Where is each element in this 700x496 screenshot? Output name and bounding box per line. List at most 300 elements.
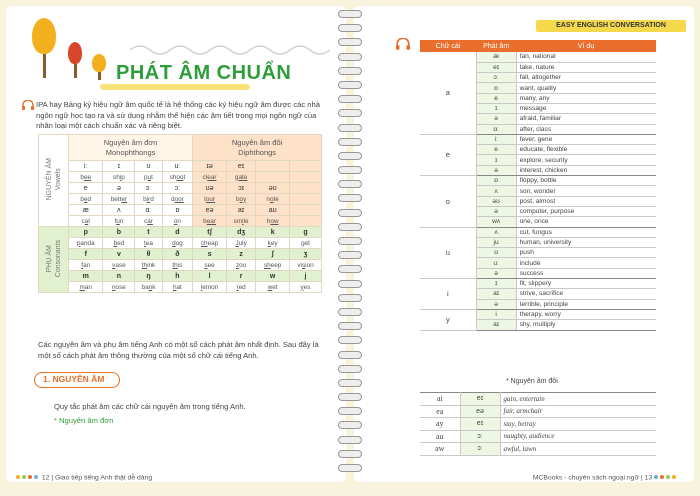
- highlighted-letters: k: [267, 239, 271, 247]
- ipa-symbol: ɪ: [103, 161, 135, 172]
- highlighted-letters: z: [235, 261, 240, 269]
- ipa-symbol: uː: [162, 161, 193, 172]
- example-words: include: [516, 258, 656, 268]
- ipa-example: [103, 238, 135, 249]
- ipa-symbol: r: [226, 271, 255, 282]
- example-word: lemon: [200, 283, 219, 291]
- ipa-example: [193, 260, 227, 271]
- consonant-label-en: Consonants: [54, 239, 62, 278]
- spiral-binding: [338, 10, 362, 480]
- example-word: note: [266, 195, 279, 203]
- highlighted-letters: t: [144, 239, 146, 247]
- example-word: bed: [80, 195, 92, 203]
- highlighted-letters: s: [301, 261, 306, 269]
- example-word: on: [173, 217, 181, 225]
- example-words: want, quality: [516, 83, 656, 93]
- example-words: after, class: [516, 124, 656, 134]
- highlighted-letters: h: [172, 283, 177, 291]
- spiral-ring: [338, 24, 362, 32]
- table-row: [420, 405, 656, 418]
- trees-illustration: [18, 8, 118, 78]
- example-word: sheep: [263, 261, 282, 269]
- table-row: [420, 176, 656, 186]
- ipa-symbol: [290, 205, 322, 216]
- ipa-symbol: ə: [103, 183, 135, 194]
- ipa-symbol: ɒ: [162, 205, 193, 216]
- ipa-example: [256, 260, 290, 271]
- spiral-ring: [338, 38, 362, 46]
- ipa-example: [226, 260, 255, 271]
- spiral-ring: [338, 194, 362, 202]
- table-row: [420, 443, 656, 456]
- example-word: vase: [112, 261, 126, 269]
- spiral-ring: [338, 209, 362, 217]
- table-row: [420, 430, 656, 443]
- example-word: bear: [203, 217, 216, 225]
- ipa-example: [290, 172, 322, 183]
- example-word: see: [204, 261, 215, 269]
- ipa-example: [69, 216, 103, 227]
- example-word: tour: [204, 195, 216, 203]
- example-word: better: [110, 195, 128, 203]
- ipa-example: [162, 260, 193, 271]
- highlighted-letters: y: [300, 283, 304, 291]
- highlighted-letters: o: [269, 195, 274, 203]
- spiral-ring: [338, 464, 362, 472]
- phonetic-symbol: i: [476, 309, 516, 319]
- ipa-example: [103, 194, 135, 205]
- example-word: how: [266, 217, 279, 225]
- footer-right-text: MCBooks - chuyên sách ngoại ngữ | 13: [532, 474, 653, 482]
- example-word: cheap: [200, 239, 219, 247]
- highlighted-letters: n: [148, 283, 153, 291]
- example-word: zoo: [235, 261, 247, 269]
- example-words: many, any: [516, 93, 656, 103]
- ipa-symbol: j: [290, 271, 322, 282]
- spiral-ring: [338, 53, 362, 61]
- spiral-ring: [338, 294, 362, 302]
- ipa-example: [103, 260, 135, 271]
- example-words: message: [516, 103, 656, 113]
- phonetic-symbol: ɪ: [476, 155, 516, 165]
- table-row: [420, 227, 656, 237]
- example-words: son, wonder: [516, 186, 656, 196]
- phonetic-symbol: æ: [476, 52, 516, 62]
- highlighted-letters: ate: [238, 173, 248, 181]
- ipa-symbol: b: [103, 227, 135, 238]
- body-paragraph: Các nguyên âm và phụ âm tiếng Anh có một số cách phát âm nhất định. Sau đây là một số cách phát âm thông thường của một số chữ cái tiếng Anh.: [38, 340, 319, 360]
- ipa-example: [290, 238, 322, 249]
- ipa-symbol: ŋ: [135, 271, 162, 282]
- example-words: fair, armchair: [500, 405, 656, 418]
- spiral-ring: [338, 180, 362, 188]
- ipa-symbol: ʊ: [135, 161, 162, 172]
- example-words: human, university: [516, 237, 656, 247]
- ipa-symbol: f: [69, 249, 103, 260]
- spiral-ring: [338, 95, 362, 103]
- ipa-symbol: l: [193, 271, 227, 282]
- example-words: push: [516, 248, 656, 258]
- highlighted-letters: g: [301, 239, 305, 247]
- rule-text: Quy tắc phát âm các chữ cái nguyên âm trong tiếng Anh.: [54, 402, 246, 411]
- phonetic-symbol: ʊ: [476, 248, 516, 258]
- ipa-symbol: tʃ: [193, 227, 227, 238]
- spiral-ring: [338, 450, 362, 458]
- spiral-ring: [338, 407, 362, 415]
- example-word: boy: [235, 195, 247, 203]
- ipa-example: [135, 282, 162, 293]
- ipa-example: [226, 238, 255, 249]
- example-words: stay, betray: [500, 418, 656, 431]
- spiral-ring: [338, 237, 362, 245]
- table-row: [420, 418, 656, 431]
- ipa-symbol: t: [135, 227, 162, 238]
- monophthong-subheading: * Nguyên âm đơn: [54, 416, 114, 425]
- phonetic-symbol: ɔː: [476, 73, 516, 83]
- highlighted-letters: ar: [147, 217, 153, 225]
- highlighted-letters: v: [112, 261, 116, 269]
- example-words: awful, lawn: [500, 443, 656, 456]
- example-words: one, once: [516, 217, 656, 227]
- example-words: fall, altogether: [516, 73, 656, 83]
- ipa-example: [162, 238, 193, 249]
- example-words: therapy, worry: [516, 309, 656, 319]
- spiral-ring: [338, 421, 362, 429]
- ipa-symbol: ʒ: [290, 249, 322, 260]
- vowel-letter: e: [420, 134, 476, 175]
- letter-combination: ai: [420, 393, 460, 406]
- ipa-symbol: [256, 161, 290, 172]
- example-words: take, nature: [516, 62, 656, 72]
- ipa-symbol: ð: [162, 249, 193, 260]
- phonetic-symbol: ju: [476, 237, 516, 247]
- ipa-example: [226, 194, 255, 205]
- highlighted-letters: ear: [207, 173, 217, 181]
- diphthong-header: [193, 135, 322, 161]
- ipa-symbol: s: [193, 249, 227, 260]
- ipa-symbol: ɜː: [135, 183, 162, 194]
- example-words: computer, purpose: [516, 206, 656, 216]
- phonetic-symbol: ʌ: [476, 227, 516, 237]
- example-word: dog: [172, 239, 183, 247]
- example-words: explore, security: [516, 155, 656, 165]
- headphone-icon: [396, 38, 410, 50]
- phonetic-symbol: ə: [476, 114, 516, 124]
- highlighted-letters: w: [267, 283, 273, 291]
- spiral-ring: [338, 251, 362, 259]
- highlighted-letters: ir: [146, 195, 151, 203]
- example-word: nose: [111, 283, 126, 291]
- diphthong-label-vi: Nguyên âm đôi: [231, 137, 283, 147]
- page-title: PHÁT ÂM CHUẨN: [116, 62, 292, 84]
- ipa-symbol: ɔː: [162, 183, 193, 194]
- ipa-symbol: g: [290, 227, 322, 238]
- phonetic-symbol: iː: [476, 134, 516, 144]
- ipa-symbol: æ: [69, 205, 103, 216]
- table-row: [420, 309, 656, 319]
- ipa-example: [290, 282, 322, 293]
- example-words: floppy, bottle: [516, 176, 656, 186]
- highlighted-letters: ear: [206, 217, 216, 225]
- example-words: gain, entertain: [500, 393, 656, 406]
- ipa-example: [256, 282, 290, 293]
- ipa-symbol: eə: [193, 205, 227, 216]
- phonetic-symbol: ɪ: [476, 279, 516, 289]
- series-title: EASY ENGLISH CONVERSATION: [536, 20, 686, 32]
- ipa-symbol: h: [162, 271, 193, 282]
- spiral-ring: [338, 322, 362, 330]
- highlighted-letters: l: [200, 283, 203, 291]
- example-words: fan, national: [516, 52, 656, 62]
- spiral-ring: [338, 351, 362, 359]
- ipa-table: [38, 134, 322, 293]
- monophthong-label-en: Monophthongs: [105, 147, 156, 157]
- diphthong-subheading: * Nguyên âm đôi: [506, 378, 558, 385]
- ipa-example: [69, 282, 103, 293]
- ipa-symbol: ɔɪ: [226, 183, 255, 194]
- ipa-symbol: [290, 161, 322, 172]
- ipa-example: [193, 238, 227, 249]
- ipa-symbol: dʒ: [226, 227, 255, 238]
- ipa-symbol: d: [162, 227, 193, 238]
- diphthong-label-en: Diphthongs: [238, 147, 277, 157]
- decorative-wave: [130, 40, 330, 60]
- highlighted-letters: i: [242, 217, 244, 225]
- spiral-ring: [338, 124, 362, 132]
- example-word: put: [144, 173, 153, 181]
- highlighted-letters: u: [116, 217, 120, 225]
- ipa-example: [290, 216, 322, 227]
- example-word: fun: [114, 217, 124, 225]
- example-word: wet: [267, 283, 278, 291]
- example-words: success: [516, 268, 656, 278]
- column-header: Ví dụ: [516, 40, 656, 52]
- highlighted-letters: m: [79, 283, 85, 291]
- highlighted-letters: ch: [200, 239, 208, 247]
- example-word: car: [144, 217, 153, 225]
- ipa-symbol: ʌ: [103, 205, 135, 216]
- table-row: [420, 134, 656, 144]
- highlighted-letters: p: [76, 239, 81, 247]
- example-words: strive, sacrifice: [516, 289, 656, 299]
- phonetic-symbol: əʊ: [476, 196, 516, 206]
- example-words: afraid, familiar: [516, 114, 656, 124]
- example-word: this: [172, 261, 183, 269]
- ipa-symbol: iː: [69, 161, 103, 172]
- highlighted-letters: e: [83, 195, 88, 203]
- example-word: bird: [143, 195, 154, 203]
- phonetic-symbol: ɔː: [460, 443, 500, 456]
- ipa-symbol: aʊ: [256, 205, 290, 216]
- letter-combination: ay: [420, 418, 460, 431]
- example-word: fan: [81, 261, 91, 269]
- ipa-example: [69, 194, 103, 205]
- ipa-example: [162, 282, 193, 293]
- highlighted-letters: th: [172, 261, 178, 269]
- highlighted-letters: s: [204, 261, 208, 269]
- ipa-symbol: v: [103, 249, 135, 260]
- spiral-ring: [338, 109, 362, 117]
- ipa-example: [103, 282, 135, 293]
- ipa-symbol: ɑː: [135, 205, 162, 216]
- ipa-symbol: [290, 183, 322, 194]
- example-word: vision: [297, 261, 314, 269]
- highlighted-letters: u: [147, 173, 152, 181]
- highlighted-letters: J: [235, 239, 239, 247]
- letter-combination: aw: [420, 443, 460, 456]
- letter-combination: ea: [420, 405, 460, 418]
- ipa-example: [69, 260, 103, 271]
- example-word: ship: [113, 173, 125, 181]
- ipa-example: [162, 172, 193, 183]
- consonant-side-label: [39, 227, 69, 293]
- example-word: man: [79, 283, 92, 291]
- phonetic-symbol: eə: [460, 405, 500, 418]
- diphthong-table: [420, 392, 656, 456]
- highlighted-letters: our: [205, 195, 216, 203]
- ipa-example: [103, 216, 135, 227]
- spiral-ring: [338, 81, 362, 89]
- example-word: hat: [172, 283, 182, 291]
- ipa-example: [226, 216, 255, 227]
- ipa-example: [135, 260, 162, 271]
- headphone-icon: [22, 100, 34, 110]
- highlighted-letters: i: [119, 173, 122, 181]
- footer-left-text: 12 | Giao tiếp tiếng Anh thật dễ dàng: [41, 474, 153, 482]
- example-words: fever, gene: [516, 134, 656, 144]
- ipa-example: [290, 260, 322, 271]
- ipa-example: [162, 216, 193, 227]
- example-word: think: [141, 261, 156, 269]
- highlighted-letters: r: [236, 283, 239, 291]
- vowel-letter: u: [420, 227, 476, 278]
- spiral-ring: [338, 436, 362, 444]
- ipa-example: [256, 216, 290, 227]
- example-word: smile: [233, 217, 249, 225]
- spiral-ring: [338, 10, 362, 18]
- ipa-example: [69, 172, 103, 183]
- ipa-example: [256, 194, 290, 205]
- table-row: [420, 393, 656, 406]
- highlighted-letters: ow: [270, 217, 279, 225]
- ipa-example: [162, 194, 193, 205]
- example-word: panda: [76, 239, 95, 247]
- vowel-label-vi: NGUYÊN ÂM: [45, 158, 53, 201]
- footer-right: [533, 474, 678, 481]
- phonetic-symbol: uː: [476, 258, 516, 268]
- monophthong-header: [69, 135, 193, 161]
- highlighted-letters: b: [113, 239, 118, 247]
- highlighted-letters: sh: [263, 261, 271, 269]
- ipa-symbol: əʊ: [256, 183, 290, 194]
- ipa-symbol: aɪ: [226, 205, 255, 216]
- section-title: 1. NGUYÊN ÂM: [34, 372, 120, 388]
- highlighted-letters: er: [121, 195, 128, 203]
- column-header: Chữ cái: [420, 40, 476, 52]
- example-word: yes: [300, 283, 311, 291]
- consonant-label-vi: PHỤ ÂM: [45, 244, 53, 273]
- letter-combination: au: [420, 430, 460, 443]
- phonetic-symbol: eɪ: [460, 393, 500, 406]
- highlighted-letters: th: [141, 261, 148, 269]
- intro-text: IPA hay Bảng ký hiệu ngữ âm quốc tế là hệ thống các ký hiệu ngữ âm được các nhà ngôn ngữ học tạo ra và sử dụng nhằm thể hiện các âm tiết trong mọi ngôn ngữ của nhân loại một cách chuẩn xác và riêng biệt.: [36, 100, 320, 130]
- ipa-example: [135, 238, 162, 249]
- example-word: July: [235, 239, 247, 247]
- ipa-symbol: ɪə: [193, 161, 227, 172]
- footer-dots: [654, 474, 678, 481]
- example-words: interest, chicken: [516, 165, 656, 175]
- vowel-pronunciation-table: [420, 40, 656, 331]
- example-words: educate, flexible: [516, 145, 656, 155]
- ipa-symbol: m: [69, 271, 103, 282]
- phonetic-symbol: ɒ: [476, 176, 516, 186]
- vowel-label-en: Vowels: [54, 168, 62, 191]
- ipa-example: [103, 172, 135, 183]
- vowel-side-label: [39, 135, 69, 227]
- table-row: [420, 279, 656, 289]
- consonant-label: [45, 240, 63, 277]
- highlighted-letters: d: [172, 239, 176, 247]
- ipa-symbol: n: [103, 271, 135, 282]
- phonetic-symbol: ʌ: [476, 186, 516, 196]
- phonetic-symbol: wʌ: [476, 217, 516, 227]
- ipa-example: [135, 216, 162, 227]
- ipa-example: [193, 194, 227, 205]
- ipa-symbol: eɪ: [226, 161, 255, 172]
- highlighted-letters: oor: [174, 195, 184, 203]
- example-words: fit, slippery: [516, 279, 656, 289]
- example-word: bee: [80, 173, 92, 181]
- column-header: Phát âm: [476, 40, 516, 52]
- vowel-letter: y: [420, 309, 476, 330]
- vowel-label: [45, 158, 63, 200]
- table-row: [420, 52, 656, 62]
- phonetic-symbol: eɪ: [476, 62, 516, 72]
- phonetic-symbol: ɔː: [460, 430, 500, 443]
- highlighted-letters: o: [173, 217, 178, 225]
- ipa-symbol: w: [256, 271, 290, 282]
- spiral-ring: [338, 67, 362, 75]
- ipa-example: [69, 238, 103, 249]
- highlighted-letters: a: [84, 217, 89, 225]
- ipa-symbol: ʃ: [256, 249, 290, 260]
- ipa-example: [193, 172, 227, 183]
- example-word: gate: [234, 173, 248, 181]
- ipa-symbol: θ: [135, 249, 162, 260]
- phonetic-symbol: aɪ: [476, 289, 516, 299]
- spiral-ring: [338, 336, 362, 344]
- spiral-ring: [338, 379, 362, 387]
- ipa-symbol: z: [226, 249, 255, 260]
- spiral-ring: [338, 152, 362, 160]
- spiral-ring: [338, 393, 362, 401]
- example-word: clear: [202, 173, 217, 181]
- spiral-ring: [338, 138, 362, 146]
- spiral-ring: [338, 308, 362, 316]
- ipa-example: [193, 282, 227, 293]
- example-word: bed: [113, 239, 125, 247]
- spiral-ring: [338, 265, 362, 273]
- phonetic-symbol: ə: [476, 299, 516, 309]
- phonetic-symbol: e: [476, 93, 516, 103]
- ipa-example: [135, 194, 162, 205]
- phonetic-symbol: ɑː: [476, 124, 516, 134]
- ipa-symbol: p: [69, 227, 103, 238]
- ipa-example: [290, 194, 322, 205]
- phonetic-symbol: eɪ: [460, 418, 500, 431]
- example-word: red: [236, 283, 246, 291]
- phonetic-symbol: ɒ: [476, 83, 516, 93]
